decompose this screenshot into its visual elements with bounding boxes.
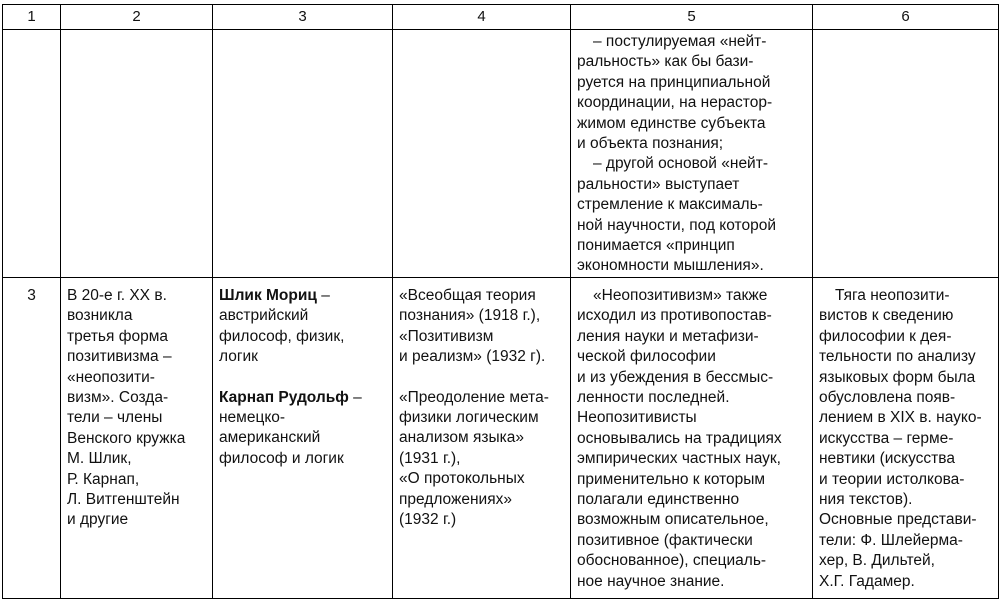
text-line: Тяга неопозити- [835, 286, 950, 304]
text-line: и из убеждения в бессмыс- [577, 368, 774, 386]
text-line: жимом единстве субъекта [577, 114, 766, 132]
text-line: координации, на нерастор- [577, 94, 773, 112]
text-line: и другие [67, 511, 129, 529]
text-line: (1931 г.), [399, 449, 461, 467]
text-line: эмпирических частных наук, [577, 450, 781, 468]
text-line: невтики (искусства [819, 450, 955, 468]
table-row-continuation [3, 30, 999, 278]
text-line: возникла [67, 307, 133, 325]
text-line: стремление к максималь- [577, 196, 763, 214]
person-heading [219, 388, 386, 408]
text-line: экономности мышления». [577, 257, 764, 275]
person-name: Шлик Мориц [219, 286, 317, 304]
text-line: философ и логик [219, 449, 344, 467]
text-line: «О протокольных [399, 470, 525, 488]
text-line: и теории истолкова- [819, 470, 965, 488]
row-cont-col2 [61, 30, 213, 278]
text-line: философ, физик, [219, 327, 345, 345]
text-line: обусловлена появ- [819, 388, 956, 406]
row3-col6 [813, 277, 999, 598]
text-line: М. Шлик, [67, 450, 132, 468]
text-line: ной научности, под которой [577, 216, 776, 234]
spacer [219, 368, 386, 388]
text-line: тели – члены [67, 409, 163, 427]
text-line: философии к дея- [819, 327, 952, 345]
spacer [399, 368, 564, 388]
text-line: ческой философии [577, 348, 716, 366]
text-line: позитивизма – [67, 348, 172, 366]
text-line: «Всеобщая теория [399, 286, 536, 304]
header-cell-1: 1 [3, 5, 61, 30]
person-heading [219, 286, 386, 306]
text-line: ное научное знание. [577, 572, 725, 590]
text-line: и объекта познания; [577, 135, 724, 153]
dash: – [348, 388, 362, 406]
text-line: «Позитивизм [399, 327, 494, 345]
text-line: Л. Витгенштейн [67, 490, 180, 508]
dash: – [316, 286, 330, 304]
text-line: искусства – герме- [819, 429, 954, 447]
text-line: предложениях» [399, 490, 512, 508]
text-line: возможным описательное, [577, 511, 769, 529]
row-cont-col4 [393, 30, 571, 278]
text-line: тельности по анализу [819, 348, 976, 366]
philosophy-table [2, 4, 999, 599]
row-cont-col6 [813, 30, 999, 278]
text-line: – другой основой «нейт- [593, 155, 768, 173]
text-line: лением в XIX в. науко- [819, 409, 982, 427]
row-number: 3 [3, 277, 61, 598]
row-cont-col1 [3, 30, 61, 278]
row3-col5 [571, 277, 813, 598]
text-line: языковых форм была [819, 368, 976, 386]
text-line: применительно к которым [577, 470, 766, 488]
text-line: ленности последней. [577, 388, 730, 406]
text-line: Неопозитивисты [577, 409, 697, 427]
table-row-3 [3, 277, 999, 598]
header-cell-6: 6 [813, 5, 999, 30]
text-line: физики логическим [399, 408, 539, 426]
text-line: вистов к сведению [819, 307, 954, 325]
header-cell-2: 2 [61, 5, 213, 30]
text-line: «Неопозитивизм» также [593, 286, 768, 304]
text-line: Венского кружка [67, 429, 186, 447]
header-row [3, 5, 999, 30]
text-line: ления науки и метафизи- [577, 327, 759, 345]
text-line: визм». Созда- [67, 388, 169, 406]
text-line: «Преодоление мета- [399, 388, 549, 406]
text-line: обоснованное), специаль- [577, 552, 767, 570]
text-line: логик [219, 348, 258, 366]
text-line: В 20-е г. XX в. [67, 286, 167, 304]
row-cont-col3 [213, 30, 393, 278]
header-cell-4: 4 [393, 5, 571, 30]
text-line: Основные представи- [819, 511, 977, 529]
text-line: – постулируемая «нейт- [593, 33, 767, 50]
text-line: Р. Карнап, [67, 470, 140, 488]
person-name: Карнап Рудольф [219, 388, 349, 406]
text-line: немецко- [219, 408, 286, 426]
header-cell-3: 3 [213, 5, 393, 30]
row3-col3 [213, 277, 393, 598]
text-line: хер, В. Дильтей, [819, 552, 935, 570]
header-cell-5: 5 [571, 5, 813, 30]
text-line: ральности» выступает [577, 175, 740, 193]
text-line: руется на принципиальной [577, 73, 771, 91]
row3-col4 [393, 277, 571, 598]
text-line: полагали единственно [577, 490, 740, 508]
text-line: позитивное (фактически [577, 531, 753, 549]
text-line: Х.Г. Гадамер. [819, 572, 915, 590]
text-line: тели: Ф. Шлейерма- [819, 531, 963, 549]
text-line: ральность» как бы бази- [577, 53, 754, 71]
text-line: и реализм» (1932 г). [399, 348, 546, 366]
text-line: исходил из противопостав- [577, 307, 772, 325]
text-line: познания» (1918 г.), [399, 307, 541, 325]
text-line: (1932 г.) [399, 510, 457, 528]
text-line: третья форма [67, 327, 168, 345]
text-line: основывались на традициях [577, 429, 782, 447]
text-line: понимается «принцип [577, 237, 735, 255]
text-line: американский [219, 429, 321, 447]
text-line: «неопозити- [67, 368, 155, 386]
text-line: австрийский [219, 307, 309, 325]
row-cont-col5 [571, 30, 813, 278]
text-line: анализом языка» [399, 429, 525, 447]
row3-col2 [61, 277, 213, 598]
text-line: ния текстов). [819, 490, 913, 508]
